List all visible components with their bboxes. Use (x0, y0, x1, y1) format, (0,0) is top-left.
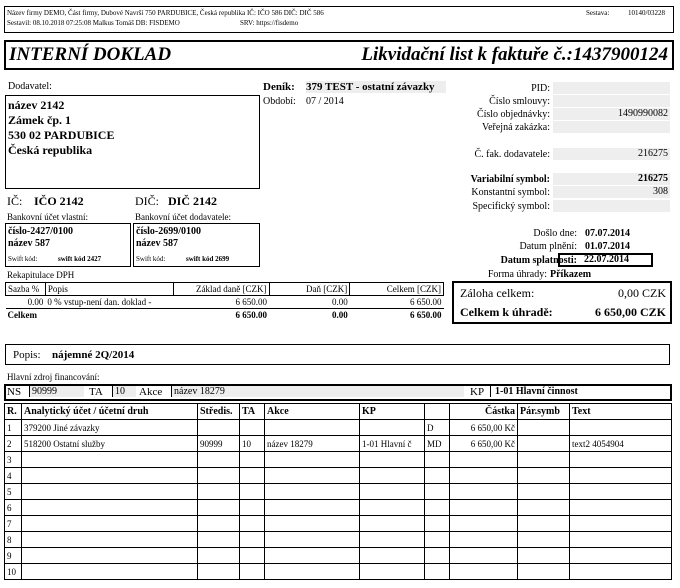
vat-base: 6 650.00 (235, 297, 267, 307)
row-text (570, 420, 672, 436)
row-number: 3 (5, 452, 22, 468)
own-swift-label: Swift kód: (8, 255, 38, 263)
ic-value: IČO 2142 (34, 194, 84, 208)
row-ta (240, 532, 265, 548)
document-type: INTERNÍ DOKLAD (9, 44, 172, 65)
description-value: nájemné 2Q/2014 (52, 349, 135, 361)
row-kp: 1-01 Hlavní č (360, 436, 425, 452)
ss-label: Specifický symbol: (472, 201, 550, 212)
tender-value (553, 121, 670, 133)
row-pair (518, 532, 570, 548)
own-bank-name: název 587 (8, 238, 50, 249)
ns-label: NS (7, 386, 22, 398)
kp-label: KP (470, 386, 485, 398)
advance-value: 0,00 CZK (618, 286, 666, 300)
ss-value (553, 200, 670, 212)
row-centre (198, 484, 240, 500)
kp-value: 1-01 Hlavní činnost (490, 386, 670, 397)
row-amount (450, 468, 518, 484)
table-row (5, 452, 672, 468)
row-kp (360, 516, 425, 532)
row-text: text2 4054904 (570, 436, 672, 452)
journal-value: 379 TEST - ostatní závazky (306, 81, 446, 93)
row-centre (198, 452, 240, 468)
row-account: 379200 Jiné závazky (22, 420, 198, 436)
table-row (5, 564, 672, 580)
vat-total-label: Celkem (6, 309, 174, 322)
vat-description: 0 % vstup-není dan. doklad - (47, 297, 152, 307)
author-line: Sestavil: 08.10.2018 07:25:08 Malkus Tomáš DB: FISDEMO (7, 19, 180, 27)
order-value: 1490990082 (553, 108, 670, 120)
col-kp: KP (360, 404, 425, 420)
supplier-label: Dodavatel: (8, 81, 52, 92)
vat-table (5, 282, 444, 322)
row-account (22, 468, 198, 484)
table-row (5, 484, 672, 500)
payment-value: Příkazem (550, 269, 592, 280)
row-kp (360, 564, 425, 580)
akce-value: název 18279 (171, 386, 464, 397)
row-number: 5 (5, 484, 22, 500)
row-number: 6 (5, 500, 22, 516)
vat-title: Rekapitulace DPH (7, 270, 75, 280)
funding-label: Hlavní zdroj financování: (7, 372, 100, 382)
company-line: Název firmy DEMO, Část firmy, Dubové Navrší 750 PARDUBICE, Česká republika IČ: IČO 586 DIČ: DIČ 586 (7, 9, 324, 17)
performed-value: 01.07.2014 (585, 241, 630, 252)
own-bank-label: Bankovní účet vlastní: (7, 212, 88, 222)
row-ta (240, 484, 265, 500)
period-value: 07 / 2014 (306, 96, 344, 107)
row-amount (450, 500, 518, 516)
row-side (425, 500, 450, 516)
col-centre: Středis. (198, 404, 240, 420)
items-header-row (5, 404, 672, 420)
pid-value (553, 82, 670, 94)
advance-label: Záloha celkem: (460, 286, 535, 300)
row-kp (360, 500, 425, 516)
row-text (570, 516, 672, 532)
col-side (425, 404, 450, 420)
row-pair (518, 548, 570, 564)
row-ta (240, 452, 265, 468)
row-side (425, 548, 450, 564)
col-amount: Částka (450, 404, 518, 420)
own-account: číslo-2427/0100 (8, 226, 73, 237)
payment-label: Forma úhrady: (487, 269, 547, 280)
row-akce: název 18279 (265, 436, 360, 452)
performed-label: Datum plnění: (519, 241, 577, 252)
row-side (425, 484, 450, 500)
row-amount: 6 650,00 Kč (450, 420, 518, 436)
vs-label: Variabilní symbol: (470, 174, 550, 185)
row-akce (265, 468, 360, 484)
vs-value: 216275 (553, 173, 670, 185)
row-text (570, 452, 672, 468)
row-pair (518, 452, 570, 468)
col-akce: Akce (265, 404, 360, 420)
col-row: R. (5, 404, 22, 420)
supplier-line: název 2142 (8, 98, 65, 112)
row-side (425, 564, 450, 580)
row-centre (198, 532, 240, 548)
row-number: 9 (5, 548, 22, 564)
report-label: Sestava: (586, 9, 610, 17)
table-row (5, 436, 672, 452)
ic-label: IČ: (7, 194, 23, 208)
supplier-swift-label: Swift kód: (136, 255, 166, 263)
row-account (22, 564, 198, 580)
row-pair (518, 420, 570, 436)
row-account (22, 484, 198, 500)
row-kp (360, 484, 425, 500)
vat-header: Popis (45, 283, 173, 296)
items-table (4, 403, 672, 580)
row-pair (518, 468, 570, 484)
total-value: 6 650,00 CZK (594, 305, 666, 319)
row-kp (360, 532, 425, 548)
row-akce (265, 420, 360, 436)
row-ta (240, 468, 265, 484)
supplier-bank-box (133, 223, 260, 267)
row-number: 10 (5, 564, 22, 580)
col-text: Text (570, 404, 672, 420)
row-account (22, 532, 198, 548)
row-number: 8 (5, 532, 22, 548)
row-kp (360, 468, 425, 484)
row-side (425, 468, 450, 484)
row-number: 4 (5, 468, 22, 484)
row-centre: 90999 (198, 436, 240, 452)
row-pair (518, 484, 570, 500)
pid-label: PID: (531, 83, 550, 94)
row-centre (198, 548, 240, 564)
row-account (22, 548, 198, 564)
received-value: 07.07.2014 (585, 228, 630, 239)
table-row (5, 500, 672, 516)
supplier-bank-label: Bankovní účet dodavatele: (135, 212, 231, 222)
row-amount (450, 532, 518, 548)
row-ta (240, 548, 265, 564)
supplier-box (5, 95, 260, 189)
row-side: MD (425, 436, 450, 452)
row-text (570, 564, 672, 580)
table-row (5, 516, 672, 532)
row-kp (360, 420, 425, 436)
row-text (570, 484, 672, 500)
dic-value: DIČ 2142 (168, 194, 218, 208)
row-side (425, 516, 450, 532)
row-account (22, 516, 198, 532)
due-label: Datum splatnosti: (500, 255, 577, 266)
contract-label: Číslo smlouvy: (489, 96, 550, 107)
row-kp (360, 548, 425, 564)
table-row (5, 532, 672, 548)
row-akce (265, 516, 360, 532)
row-account (22, 452, 198, 468)
supplier-bank-name: název 587 (136, 238, 178, 249)
supplier-line: Zámek čp. 1 (8, 113, 71, 127)
row-ta (240, 420, 265, 436)
supplier-swift: swift kód 2699 (186, 255, 230, 263)
row-text (570, 532, 672, 548)
row-number: 2 (5, 436, 22, 452)
own-bank-box (5, 223, 131, 267)
vat-header: Daň [CZK] (269, 283, 350, 296)
row-akce (265, 500, 360, 516)
row-akce (265, 484, 360, 500)
akce-label: Akce (139, 386, 163, 398)
vat-total-tax: 0.00 (269, 309, 350, 322)
supplier-line: Česká republika (8, 143, 93, 157)
row-number: 7 (5, 516, 22, 532)
ta-value: 10 (112, 386, 136, 397)
row-pair (518, 564, 570, 580)
table-row (5, 420, 672, 436)
row-centre (198, 420, 240, 436)
dic-label: DIČ: (135, 194, 159, 208)
row-amount (450, 452, 518, 468)
row-account: 518200 Ostatní služby (22, 436, 198, 452)
own-swift: swift kód 2427 (58, 255, 102, 263)
contract-value (553, 95, 670, 107)
vat-total-sum: 6 650.00 (350, 309, 444, 322)
col-account: Analytický účet / účetní druh (22, 404, 198, 420)
row-akce (265, 564, 360, 580)
row-pair (518, 516, 570, 532)
row-akce (265, 532, 360, 548)
row-ta (240, 500, 265, 516)
row-side (425, 532, 450, 548)
ns-value: 90999 (29, 386, 84, 397)
row-centre (198, 564, 240, 580)
vat-tax: 0.00 (332, 297, 348, 307)
supplier-line: 530 02 PARDUBICE (8, 128, 115, 142)
row-ta: 10 (240, 436, 265, 452)
table-row (5, 468, 672, 484)
ta-label: TA (89, 386, 103, 398)
row-number: 1 (5, 420, 22, 436)
row-centre (198, 500, 240, 516)
supplier-invoice-label: Č. fak. dodavatele: (474, 149, 550, 160)
vat-total-base: 6 650.00 (173, 309, 269, 322)
report-value: 10140/03228 (628, 9, 665, 17)
row-amount (450, 548, 518, 564)
row-text (570, 500, 672, 516)
row-amount (450, 516, 518, 532)
row-centre (198, 468, 240, 484)
server-line: SRV: https://fisdemo (240, 19, 299, 27)
col-ta: TA (240, 404, 265, 420)
row-amount (450, 484, 518, 500)
col-pair: Pár.symb (518, 404, 570, 420)
due-value: 22.07.2014 (558, 253, 653, 267)
row-pair (518, 436, 570, 452)
document-title: Likvidační list k faktuře č.:1437900124 (361, 44, 668, 65)
total-label: Celkem k úhradě: (460, 305, 553, 319)
description-label: Popis: (13, 349, 41, 361)
vat-header: Sazba % (6, 283, 46, 296)
row-amount: 6 650,00 Kč (450, 436, 518, 452)
row-akce (265, 452, 360, 468)
row-side (425, 452, 450, 468)
journal-label: Deník: (263, 81, 295, 93)
supplier-account: číslo-2699/0100 (136, 226, 201, 237)
vat-rate: 0.00 (27, 297, 44, 307)
ks-value: 308 (553, 186, 670, 198)
supplier-invoice-value: 216275 (553, 148, 670, 160)
row-amount (450, 564, 518, 580)
vat-total: 6 650.00 (410, 297, 442, 307)
row-ta (240, 516, 265, 532)
row-akce (265, 548, 360, 564)
received-label: Došlo dne: (533, 228, 577, 239)
row-side: D (425, 420, 450, 436)
row-pair (518, 500, 570, 516)
tender-label: Veřejná zakázka: (481, 122, 550, 133)
ks-label: Konstantní symbol: (471, 187, 550, 198)
row-kp (360, 452, 425, 468)
period-label: Období: (263, 96, 296, 107)
row-text (570, 468, 672, 484)
row-ta (240, 564, 265, 580)
row-text (570, 548, 672, 564)
vat-header: Celkem [CZK] (350, 283, 444, 296)
order-label: Číslo objednávky: (476, 109, 550, 120)
row-centre (198, 516, 240, 532)
table-row (5, 548, 672, 564)
row-account (22, 500, 198, 516)
vat-header: Základ daně [CZK] (173, 283, 269, 296)
